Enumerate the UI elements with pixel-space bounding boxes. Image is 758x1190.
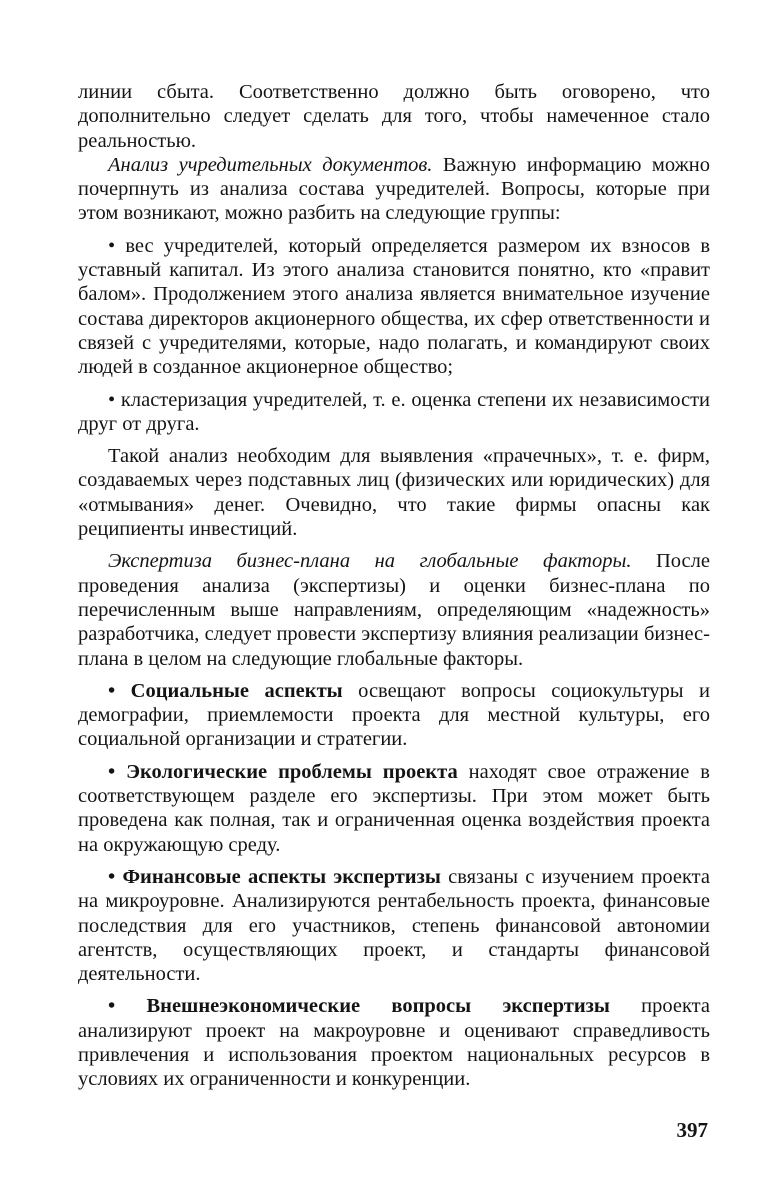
page-body	[78, 80, 710, 1092]
section-title-founding-documents: Анализ учредительных документов.	[108, 153, 433, 176]
item-title: • Экологические проблемы проекта	[108, 760, 458, 783]
item-text: связаны с изучением проекта на микроуровне. Анализируются рентабельность проекта, финансовые последствия для его участников, степень финансовой автономии агентств, осуществляющих проект, и стандарты финансовой деятельности.	[78, 865, 710, 986]
paragraph-laundries: Такой анализ необходим для выявления «прачечных», т. е. фирм, создаваемых через подставных лиц (физических или юридических) для «отмывания» денег. Очевидно, что такие фирмы опасны как реципиенты инвестиций.	[78, 445, 710, 541]
item-financial-aspects	[78, 865, 710, 986]
paragraph-global-factors	[78, 549, 710, 670]
paragraph-intro: линии сбыта. Соответственно должно быть оговорено, что дополнительно следует сделать для того, чтобы намеченное стало реальностью.	[78, 81, 710, 152]
section-title-global-factors: Экспертиза бизнес-плана на глобальные факторы.	[108, 550, 632, 573]
bullet-founders-weight: • вес учредителей, который определяется размером их взносов в уставный капитал. Из этого анализа становится понятно, кто «правит балом». Продолжением этого анализа является внимательное изучение состава директоров акционерного общества, их сфер ответственности и связей с учредителями, которые, надо полагать, и командируют своих людей в созданное акционерное общество;	[78, 234, 710, 379]
item-foreign-economic-issues	[78, 994, 710, 1091]
paragraph-text: Важную информацию можно почерпнуть из анализа состава учредителей. Вопросы, которые при этом возникают, можно разбить на следующие группы:	[78, 153, 710, 225]
item-title: • Социальные аспекты	[108, 679, 343, 702]
item-title: • Финансовые аспекты экспертизы	[108, 865, 441, 888]
item-text: освещают вопросы социокультуры и демографии, приемлемости проекта для местной культуры, его социальной организации и стратегии.	[78, 679, 710, 751]
item-title: • Внешнеэкономические вопросы экспертизы	[108, 995, 610, 1018]
paragraph-founding-documents	[78, 153, 710, 226]
item-text: проекта анализируют проект на макроуровне и оценивают справедливость привлечения и использования проектом национальных ресурсов в условиях их ограниченности и конкуренции.	[78, 995, 710, 1091]
item-ecological-problems	[78, 760, 710, 857]
item-text: находят свое отражение в соответствующем разделе его экспертизы. При этом может быть проведена как полная, так и ограниченная оценка воздействия проекта на окружающую среду.	[78, 760, 710, 856]
page-number: 397	[676, 1118, 708, 1142]
item-social-aspects	[78, 679, 710, 752]
bullet-founders-clustering: • кластеризация учредителей, т. е. оценка степени их независимости друг от друга.	[78, 388, 710, 435]
paragraph-text: После проведения анализа (экспертизы) и оценки бизнес-плана по перечисленным выше направлениям, определяющим «надежность» разработчика, следует провести экспертизу влияния реализации бизнес-плана в целом на следующие глобальные факторы.	[78, 550, 710, 670]
